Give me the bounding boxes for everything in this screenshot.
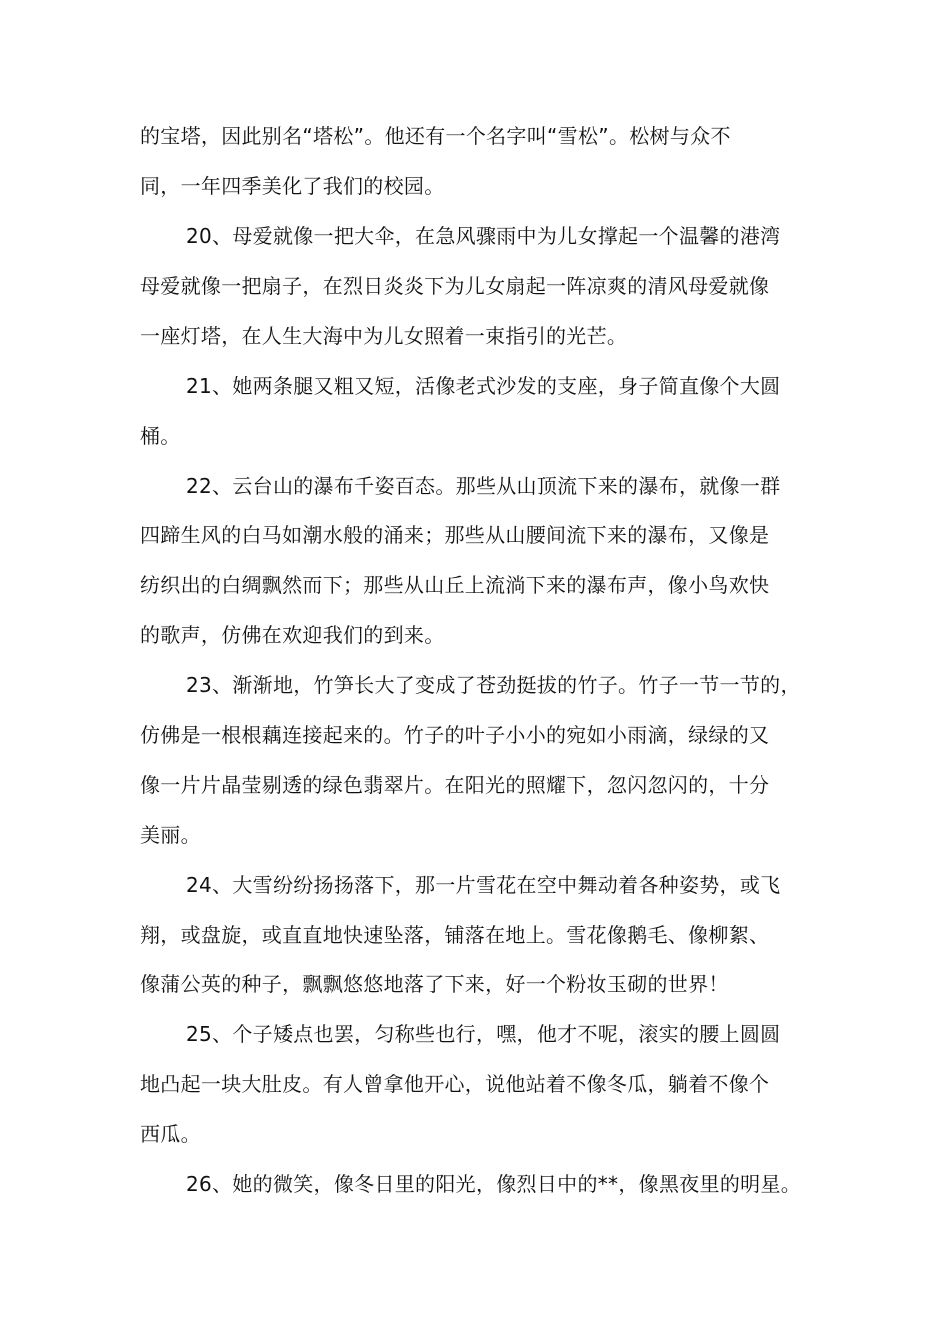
text-line: 美丽。	[140, 823, 201, 847]
paragraph-20-line: 20、母爱就像一把大伞，在急风骤雨中为儿女撑起一个温馨的港湾	[186, 224, 781, 248]
text-line: 纺织出的白绸飘然而下；那些从山丘上流淌下来的瀑布声，像小鸟欢快	[140, 573, 770, 597]
text-line: 像一片片晶莹剔透的绿色翡翠片。在阳光的照耀下，忽闪忽闪的，十分	[140, 773, 770, 797]
text-line: 像蒲公英的种子，飘飘悠悠地落了下来，好一个粉妆玉砌的世界！	[140, 972, 729, 996]
text-line: 仿佛是一根根藕连接起来的。竹子的叶子小小的宛如小雨滴，绿绿的又	[140, 723, 770, 747]
text-line: 的歌声，仿佛在欢迎我们的到来。	[140, 623, 445, 647]
text-line: 母爱就像一把扇子，在烈日炎炎下为儿女扇起一阵凉爽的清风母爱就像	[140, 274, 770, 298]
paragraph-25-line: 25、个子矮点也罢，匀称些也行，嘿，他才不呢，滚实的腰上圆圆	[186, 1022, 781, 1046]
text-line: 西瓜。	[140, 1122, 201, 1146]
paragraph-22-line: 22、云台山的瀑布千姿百态。那些从山顶流下来的瀑布，就像一群	[186, 474, 781, 498]
text-line: 地凸起一块大肚皮。有人曾拿他开心，说他站着不像冬瓜，躺着不像个	[140, 1072, 770, 1096]
text-line: 同，一年四季美化了我们的校园。	[140, 174, 445, 198]
text-line: 桶。	[140, 424, 181, 448]
text-line: 一座灯塔，在人生大海中为儿女照着一束指引的光芒。	[140, 324, 628, 348]
text-line: 四蹄生风的白马如潮水般的涌来；那些从山腰间流下来的瀑布，又像是	[140, 523, 770, 547]
text-line: 翔，或盘旋，或直直地快速坠落，铺落在地上。雪花像鹅毛、像柳絮、	[140, 923, 770, 947]
paragraph-23-line: 23、渐渐地，竹笋长大了变成了苍劲挺拔的竹子。竹子一节一节的，	[186, 673, 801, 697]
paragraph-21-line: 21、她两条腿又粗又短，活像老式沙发的支座，身子简直像个大圆	[186, 374, 781, 398]
paragraph-24-line: 24、大雪纷纷扬扬落下，那一片雪花在空中舞动着各种姿势，或飞	[186, 873, 781, 897]
paragraph-26-line: 26、她的微笑，像冬日里的阳光，像烈日中的**，像黑夜里的明星。	[186, 1172, 802, 1196]
text-line: 的宝塔，因此别名“塔松”。他还有一个名字叫“雪松”。松树与众不	[140, 124, 731, 148]
